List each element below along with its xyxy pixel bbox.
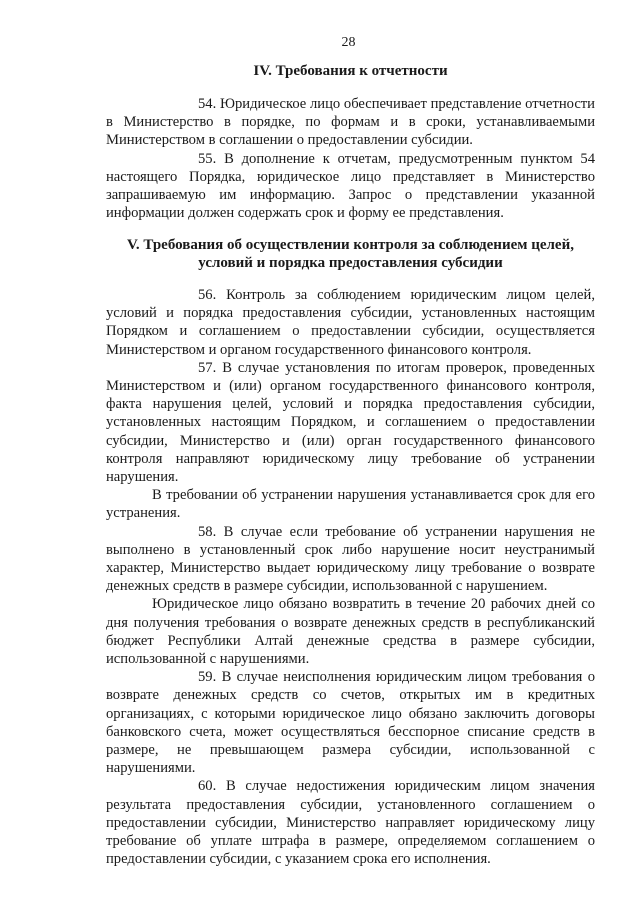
paragraph-text: В случае неисполнения юридическим лицом требования о возврате денежных средств со счетов, открытых им в кредитных организациях, с которыми юридическое лицо обязано заключить договоры банковского счета, может осуществляться бесспорное списание средств в размере, не превышающем размера субсидии, использованной с нарушениями. (106, 669, 596, 777)
paragraph-number: 56. (198, 287, 217, 303)
paragraph-text: В случае недостижения юридическим лицом значения результата предоставления субсидии, установленного соглашением о предоставлении субсидии, Министерство направляет юридическому лицу требование об уплате штрафа в размере, определяемом соглашением о предоставлении субсидии, с указанием срока его исполнения. (106, 778, 595, 868)
section-4-body (106, 95, 595, 222)
paragraph-54 (106, 95, 595, 150)
paragraph-58 (106, 523, 595, 596)
paragraph-58-continued (106, 595, 595, 668)
paragraph-number: 57. (198, 359, 217, 376)
paragraph-number: 54. (198, 96, 217, 112)
paragraph-55 (106, 150, 595, 223)
section-5-title-line-2: условий и порядка предоставления субсидии (198, 255, 503, 271)
paragraph-number: 55. (198, 150, 217, 167)
paragraph-60 (106, 777, 595, 868)
section-4-title: IV. Требования к отчетности (253, 63, 448, 79)
paragraph-text: Юридическое лицо обязано возвратить в течение 20 рабочих дней со дня получения требования о возврате денежных средств в республиканский бюджет Республики Алтай денежные средства в размере субсидии, использованной с нарушениями. (106, 596, 595, 668)
section-5-body (106, 286, 595, 869)
paragraph-text: В случае установления по итогам проверок, проведенных Министерством и (или) органом государственного финансового контроля, факта нарушения целей, условий и порядка предоставления субсидии, установленных настоящим Порядком, и соглашением о предоставлении субсидии, Министерство и (или) орган государственного финансового контроля направляют юридическому лицу требование об устранении нарушения. (106, 359, 595, 486)
section-5-title-line-1: V. Требования об осуществлении контроля за соблюдением целей, (127, 237, 574, 253)
paragraph-number: 59. (198, 669, 217, 686)
paragraph-56 (106, 286, 595, 359)
page-number: 28 (341, 35, 356, 50)
paragraph-57-continued (106, 486, 595, 522)
paragraph-number: 58. (198, 523, 217, 540)
paragraph-number: 60. (198, 778, 217, 795)
paragraph-57 (106, 359, 595, 486)
paragraph-text: В случае если требование об устранении нарушения не выполнено в установленный срок либо нарушение носит неустранимый характер, Министерство выдает юридическому лицу требование о возврате денежных средств в размере субсидии, использованной с нарушением. (106, 523, 595, 595)
section-5-title (106, 236, 595, 272)
paragraph-text: Контроль за соблюдением юридическим лицом целей, условий и порядка предоставления субсидии, установленных настоящим Порядком и соглашением о предоставлении субсидии, осуществляется Министерством и органом государственного финансового контроля. (106, 287, 595, 358)
paragraph-59 (106, 668, 595, 777)
paragraph-text: Юридическое лицо обеспечивает представление отчетности в Министерство в порядке, по формам и в сроки, устанавливаемыми Министерством в соглашении о предоставлении субсидии. (106, 96, 595, 149)
paragraph-text: В дополнение к отчетам, предусмотренным пунктом 54 настоящего Порядка, юридическое лицо представляет в Министерство запрашиваемую им информацию. Запрос о представлении указанной информации должен содержать срок и форму ее представления. (106, 150, 595, 222)
paragraph-text: В требовании об устранении нарушения устанавливается срок для его устранения. (106, 487, 595, 522)
